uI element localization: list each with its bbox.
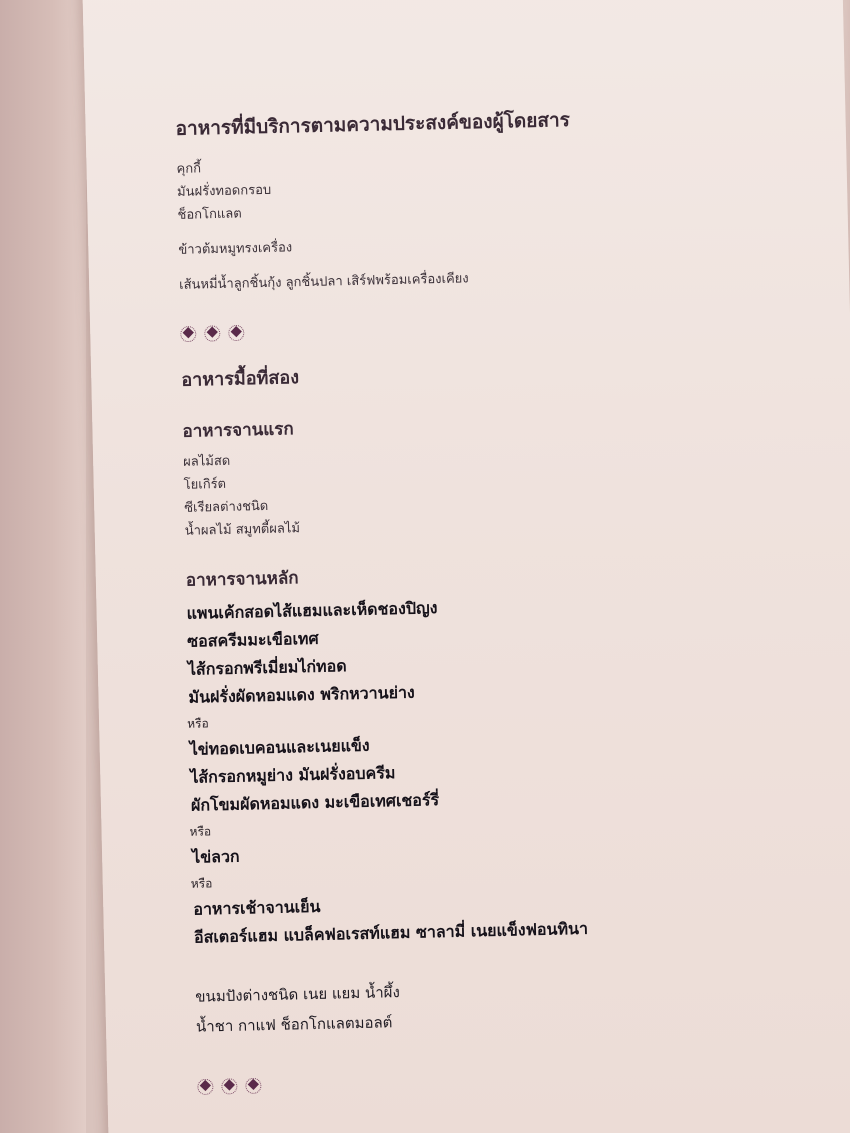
list-item: มันฝรั่งทอดกรอบ <box>176 182 272 200</box>
list-item: ผักโขมผัดหอมแดง มะเขือเทศเชอร์รี่ <box>190 790 440 815</box>
starter-title: อาหารจานแรก <box>182 419 294 442</box>
list-item: อาหารเช้าจานเย็น <box>193 896 321 919</box>
ornament-diamond-icon <box>248 1079 259 1090</box>
list-item: ไข่ลวก <box>191 846 240 867</box>
ornament-divider <box>184 314 820 336</box>
list-item: ซีเรียลต่างชนิด <box>184 498 269 516</box>
list-item: ขนมปังต่างชนิด เนย แยม น้ำผึ้ง <box>195 983 400 1006</box>
ornament-diamond-icon <box>231 326 242 337</box>
ornament-diamond-icon <box>224 1079 235 1090</box>
list-item: เส้นหมี่น้ำลูกชิ้นกุ้ง ลูกชิ้นปลา เสิร์ฟพร้อมเครื่องเคียง <box>179 271 469 293</box>
list-item: แพนเค้กสอดไส้แฮมและเห็ดชองปิญง <box>186 598 438 623</box>
or-separator: หรือ <box>190 876 213 891</box>
list-item: มันฝรั่งผัดหอมแดง พริกหวานย่าง <box>188 682 415 707</box>
list-item: โยเกิร์ต <box>183 476 227 493</box>
ornament-diamond-icon <box>200 1080 211 1091</box>
on-demand-title: อาหารที่มีบริการตามความประสงค์ของผู้โดยสาร <box>175 108 571 140</box>
list-item: ไส้กรอกพรีเมี่ยมไก่ทอด <box>187 656 347 679</box>
list-item: ผลไม้สด <box>183 453 231 470</box>
main-course-list <box>186 585 834 951</box>
list-item: น้ำผลไม้ สมูทตี้ผลไม้ <box>184 521 301 539</box>
main-course-title: อาหารจานหลัก <box>185 568 299 591</box>
menu-content <box>175 99 838 1117</box>
ornament-diamond-icon <box>207 326 218 337</box>
list-item: คุกกี้ <box>176 161 202 177</box>
list-item: อีสเตอร์แฮม แบล็คฟอเรสท์แฮม ซาลามี่ เนยแข็งฟอนทินา <box>193 918 589 947</box>
list-item: ข้าวต้มหมูทรงเครื่อง <box>178 240 293 258</box>
ornament-diamond-icon <box>183 327 194 338</box>
or-separator: หรือ <box>186 716 209 731</box>
list-item: ไข่ทอดเบคอนและเนยแข็ง <box>189 735 370 759</box>
list-item: ช็อกโกแลต <box>177 206 242 223</box>
list-item: น้ำชา กาแฟ ช็อกโกแลตมอลต์ <box>195 1013 393 1036</box>
list-item: ซอสครีมมะเขือเทศ <box>187 628 319 651</box>
book-gutter <box>0 0 86 1133</box>
list-item: ไส้กรอกหมูย่าง มันฝรั่งอบครีม <box>190 763 396 787</box>
ornament-divider <box>201 1067 837 1089</box>
or-separator: หรือ <box>189 824 212 839</box>
menu-page <box>82 0 850 1133</box>
starter-list <box>183 436 825 542</box>
second-meal-title: อาหารมื้อที่สอง <box>181 367 300 391</box>
